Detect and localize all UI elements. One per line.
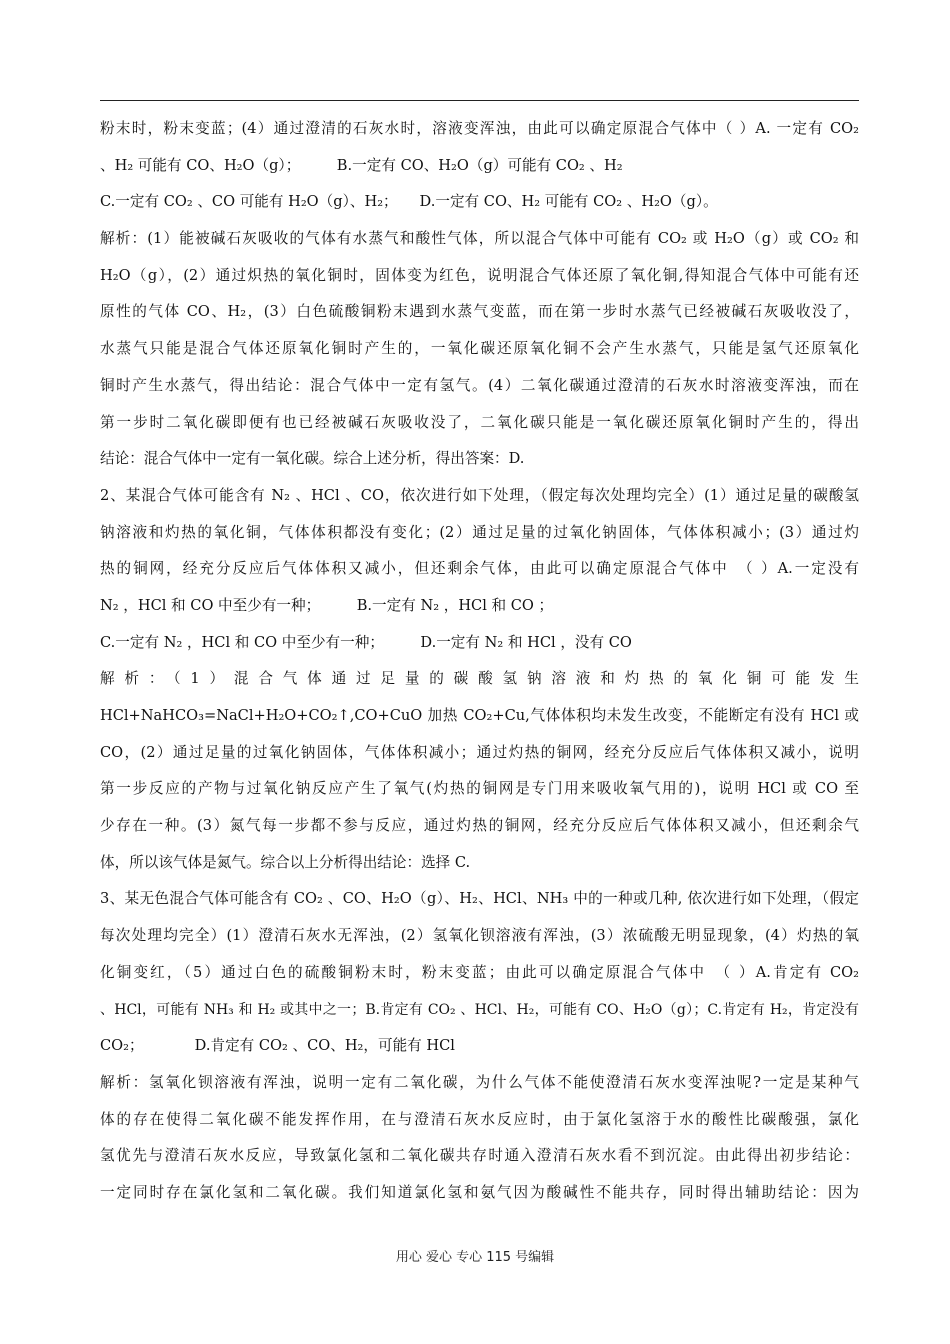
text-line: 、H₂ 可能有 CO、H₂O（g）； B.一定有 CO、H₂O（g）可能有 CO₂ 、H₂	[100, 156, 623, 174]
text-line: 氢优先与澄清石灰水反应，导致氯化氢和二氧化碳共存时通入澄清石灰水看不到沉淀。由此得出初步结论：	[100, 1147, 859, 1165]
text-line: C.一定有 N₂ ，HCl 和 CO 中至少有一种； D.一定有 N₂ 和 HCl ，没有 CO	[100, 633, 632, 651]
text-line: 铜时产生水蒸气，得出结论：混合气体中一定有氢气。(4）二氧化碳通过澄清的石灰水时溶液变浑浊，而在	[100, 376, 859, 394]
text-line: 水蒸气只能是混合气体还原氧化铜时产生的，一氧化碳还原氧化铜不会产生水蒸气，只能是氢气还原氧化	[100, 340, 859, 358]
text-line: 解析：(1）能被碱石灰吸收的气体有水蒸气和酸性气体，所以混合气体中可能有 CO₂ 或 H₂O（g）或 CO₂ 和	[100, 230, 859, 248]
header-rule	[100, 100, 859, 101]
text-line: 解析：氢氧化钡溶液有浑浊，说明一定有二氧化碳，为什么气体不能使澄清石灰水变浑浊呢?一定是某种气	[100, 1073, 859, 1091]
text-line: N₂ ，HCl 和 CO 中至少有一种； B.一定有 N₂ ，HCl 和 CO ；	[100, 596, 554, 614]
text-line: 第一步时二氧化碳即便有也已经被碱石灰吸收没了，二氧化碳只能是一氧化碳还原氧化铜时产生的，得出	[100, 413, 859, 431]
text-line: 体，所以该气体是氮气。综合以上分析得出结论：选择 C.	[100, 853, 471, 871]
text-line: 钠溶液和灼热的氧化铜，气体体积都没有变化；(2）通过足量的过氧化钠固体，气体体积减小；(3）通过灼	[100, 523, 859, 541]
text-line: 热的铜网，经充分反应后气体体积又减小，但还剩余气体，由此可以确定原混合气体中 （ ）A.一定没有	[100, 560, 859, 578]
text-line: 化铜变红，（5）通过白色的硫酸铜粉末时，粉末变蓝；由此可以确定原混合气体中 （ ）A.肯定有 CO₂	[100, 963, 859, 981]
text-line: CO，(2）通过足量的过氧化钠固体，气体体积减小；通过灼热的铜网，经充分反应后气体体积又减小，说明	[100, 743, 859, 761]
text-line: CO₂； D.肯定有 CO₂ 、CO、H₂，可能有 HCl	[100, 1037, 455, 1055]
text-line: 体的存在使得二氧化碳不能发挥作用，在与澄清石灰水反应时，由于氯化氢溶于水的酸性比碳酸强，氯化	[100, 1110, 859, 1128]
text-line: HCl+NaHCO₃=NaCl+H₂O+CO₂↑,CO+CuO 加热 CO₂+Cu,气体体积均未发生改变，不能断定有没有 HCl 或	[100, 707, 859, 724]
text-line: 3、某无色混合气体可能含有 CO₂ 、CO、H₂O（g）、H₂、HCl、NH₃ 中的一种或几种, 依次进行如下处理，（假定	[100, 890, 859, 908]
text-line: 粉末时，粉末变蓝；(4）通过澄清的石灰水时，溶液变浑浊，由此可以确定原混合气体中（ ）A. 一定有 CO₂	[100, 120, 859, 137]
text-line: H₂O（g），(2）通过炽热的氧化铜时，固体变为红色，说明混合气体还原了氧化铜,得知混合气体中可能有还	[100, 266, 859, 284]
page-footer: 用心 爱心 专心 115 号编辑	[395, 1250, 555, 1265]
text-line: 原性的气体 CO、H₂，(3）白色硫酸铜粉末遇到水蒸气变蓝，而在第一步时水蒸气已经被碱石灰吸收没了，	[100, 303, 859, 321]
text-line: 结论：混合气体中一定有一氧化碳。综合上述分析，得出答案：D.	[100, 450, 525, 468]
text-line: 少存在一种。(3）氮气每一步都不参与反应，通过灼热的铜网，经充分反应后气体体积又减小，但还剩余气	[100, 817, 859, 835]
text-line: 、HCl，可能有 NH₃ 和 H₂ 或其中之一；B.肯定有 CO₂ 、HCl、H₂，可能有 CO、H₂O（g）；C.肯定有 H₂，肯定没有	[100, 1001, 859, 1018]
text-line: 第一步反应的产物与过氧化钠反应产生了氧气(灼热的铜网是专门用来吸收氧气用的)，说明 HCl 或 CO 至	[100, 780, 859, 798]
document-body	[100, 111, 859, 1212]
text-line: 一定同时存在氯化氢和二氧化碳。我们知道氯化氢和氨气因为酸碱性不能共存，同时得出辅助结论：因为	[100, 1183, 859, 1201]
text-line: 每次处理均完全）(1）澄清石灰水无浑浊，(2）氢氧化钡溶液有浑浊，(3）浓硫酸无明显现象，(4）灼热的氧	[100, 927, 859, 945]
text-line: C.一定有 CO₂ 、CO 可能有 H₂O（g）、H₂； D.一定有 CO、H₂ 可能有 CO₂ 、H₂O（g）。	[100, 193, 718, 211]
text-line: 2、某混合气体可能含有 N₂ 、HCl 、CO，依次进行如下处理，（假定每次处理均完全）(1）通过足量的碳酸氢	[100, 486, 859, 504]
text-line: 解析：（1）混合气体通过足量的碳酸氢钠溶液和灼热的氧化铜可能发生	[100, 670, 859, 688]
